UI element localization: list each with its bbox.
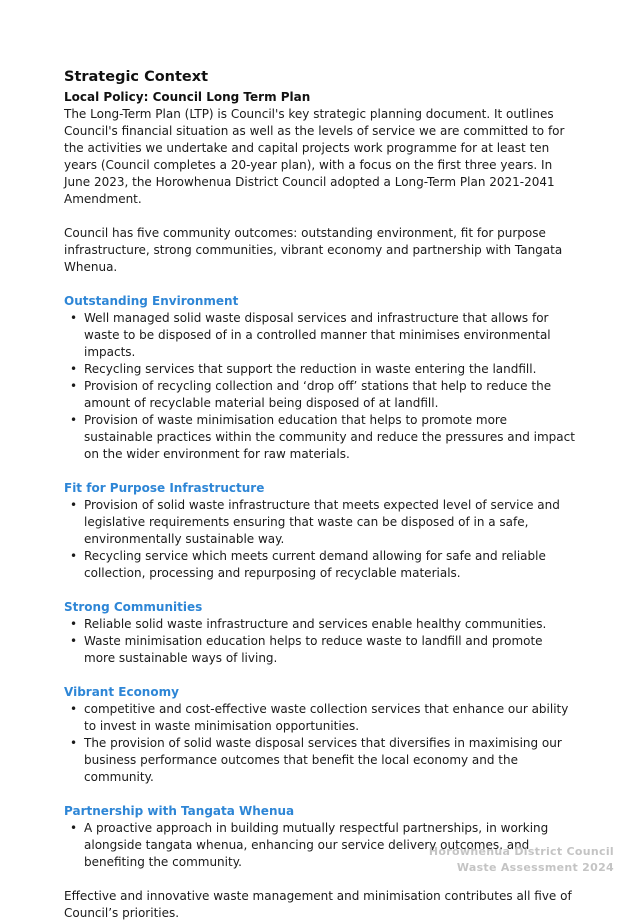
section-heading: Fit for Purpose Infrastructure [64,481,265,495]
section-outstanding-environment [64,293,576,463]
list-item: • Provision of solid waste infrastructure that meets expected level of service and legislative requirements ensuring that waste can be disposed of in a safe, environmentally sustainable way. [64,497,576,548]
section-heading: Outstanding Environment [64,294,239,308]
bullet-list [64,310,576,463]
section-vibrant-economy [64,684,576,786]
footer-document-title: Waste Assessment 2024 [456,861,614,874]
page-subtitle: Local Policy: Council Long Term Plan [64,90,311,104]
section-fit-for-purpose-infrastructure [64,480,576,582]
list-item: • Recycling service which meets current demand allowing for safe and reliable collection, processing and repurposing of recyclable materials. [64,548,576,582]
section-strong-communities [64,599,576,667]
list-item: • Provision of recycling collection and ‘drop off’ stations that help to reduce the amount of recyclable material being disposed of at landfill. [64,378,576,412]
document-body [64,66,576,922]
list-item: • Well managed solid waste disposal services and infrastructure that allows for waste to be disposed of in a controlled manner that minimises environmental impacts. [64,310,576,361]
list-item: • The provision of solid waste disposal services that diversifies in maximising our business performance outcomes that benefit the local economy and the community. [64,735,576,786]
page-title: Strategic Context [64,69,209,85]
list-item: • Reliable solid waste infrastructure and services enable healthy communities. [64,616,576,633]
section-heading: Strong Communities [64,600,203,614]
list-item: • Waste minimisation education helps to reduce waste to landfill and promote more sustainable ways of living. [64,633,576,667]
page-footer [429,844,614,876]
section-heading: Partnership with Tangata Whenua [64,804,295,818]
bullet-list [64,701,576,786]
list-item: • competitive and cost-effective waste collection services that enhance our ability to invest in waste minimisation opportunities. [64,701,576,735]
footer-organisation: Horowhenua District Council [428,845,614,858]
intro-paragraph: The Long-Term Plan (LTP) is Council's key strategic planning document. It outlines Council's financial situation as well as the levels of service we are committed to for the activities we undertake and capital projects work programme for at least ten years (Council completes a 20-year plan), with a focus on the first three years. In June 2023, the Horowhenua District Council adopted a Long-Term Plan 2021-2041 Amendment. [64,107,565,206]
list-item: • Recycling services that support the reduction in waste entering the landfill. [64,361,576,378]
list-item: • Provision of waste minimisation education that helps to promote more sustainable practices within the community and reduce the pressures and impact on the wider environment for raw materials. [64,412,576,463]
section-heading: Vibrant Economy [64,685,179,699]
bullet-list [64,616,576,667]
closing-paragraph: Effective and innovative waste management and minimisation contributes all five of Council’s priorities. [64,889,572,920]
list-item: • A proactive approach in building mutually respectful partnerships, in working alongside tangata whenua, enhancing our service delivery outcomes, and benefiting the community. [64,820,576,871]
outcomes-paragraph: Council has five community outcomes: outstanding environment, fit for purpose infrastructure, strong communities, vibrant economy and partnership with Tangata Whenua. [64,226,563,274]
bullet-list [64,497,576,582]
